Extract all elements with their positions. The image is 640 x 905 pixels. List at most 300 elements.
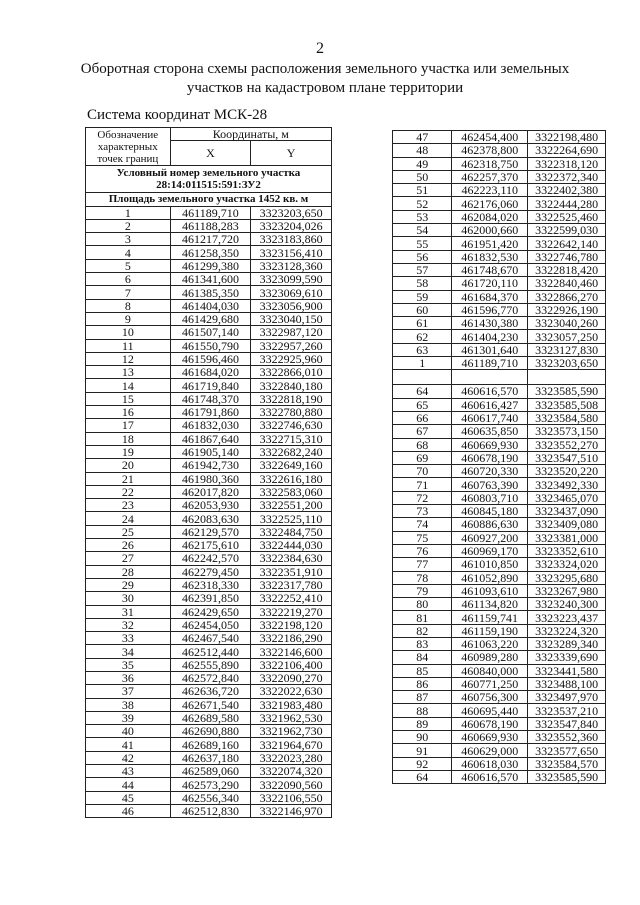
- coord-x: 462084,020: [452, 210, 528, 223]
- title-line-2: участков на кадастровом плане территории: [186, 80, 464, 96]
- table-row: [393, 518, 606, 531]
- coord-y: 3323577,650: [528, 744, 606, 757]
- point-number: 47: [393, 131, 452, 144]
- coord-x: 461404,230: [452, 330, 528, 343]
- coordinates-table-right: [392, 130, 606, 784]
- table-row: [393, 263, 606, 276]
- table-row: [393, 691, 606, 704]
- table-row: [86, 605, 332, 618]
- table-row: [86, 791, 332, 804]
- coord-x: 460756,300: [452, 691, 528, 704]
- point-number: 49: [393, 157, 452, 170]
- point-number: 64: [393, 385, 452, 398]
- coord-x: 462318,330: [170, 578, 251, 591]
- point-number: 92: [393, 757, 452, 770]
- point-number: 43: [86, 765, 171, 778]
- point-number: 75: [393, 531, 452, 544]
- point-number: 1: [393, 357, 452, 370]
- coord-x: 460969,170: [452, 544, 528, 557]
- coord-x: 462429,650: [170, 605, 251, 618]
- table-row: [86, 778, 332, 791]
- point-number: 36: [86, 671, 171, 684]
- coord-x: 462223,110: [452, 184, 528, 197]
- title-line-1: Оборотная сторона схемы расположения земельного участка или земельных: [80, 61, 570, 77]
- point-number: 8: [86, 299, 171, 312]
- point-number: 42: [86, 751, 171, 764]
- right-table-body-second: [393, 385, 606, 784]
- coord-x: 460616,570: [452, 385, 528, 398]
- coord-y: 3323224,320: [528, 624, 606, 637]
- coord-y: 3323573,150: [528, 425, 606, 438]
- coord-y: 3323552,270: [528, 438, 606, 451]
- coord-y: 3322525,110: [251, 512, 332, 525]
- coord-x: 460678,190: [452, 717, 528, 730]
- coord-x: 462279,450: [170, 565, 251, 578]
- coord-y: 3321964,670: [251, 738, 332, 751]
- table-row: [86, 366, 332, 379]
- coord-y: 3323409,080: [528, 518, 606, 531]
- table-row: [393, 425, 606, 438]
- point-number: 11: [86, 339, 171, 352]
- coord-y: 3322252,410: [251, 592, 332, 605]
- table-row: [393, 224, 606, 237]
- coord-y: 3323585,590: [528, 770, 606, 783]
- table-row: [86, 379, 332, 392]
- point-number: 41: [86, 738, 171, 751]
- right-table-body-first: [393, 131, 606, 370]
- point-number: 52: [393, 197, 452, 210]
- coord-y: 3322818,190: [251, 392, 332, 405]
- coord-x: 461404,030: [170, 299, 251, 312]
- coord-y: 3322074,320: [251, 765, 332, 778]
- coord-y: 3323492,330: [528, 478, 606, 491]
- area-cell: Площадь земельного участка 1452 кв. м: [86, 193, 332, 206]
- coord-y: 3322866,270: [528, 290, 606, 303]
- point-number: 46: [86, 804, 171, 817]
- coord-x: 460927,200: [452, 531, 528, 544]
- point-number: 25: [86, 525, 171, 538]
- coord-y: 3322219,270: [251, 605, 332, 618]
- coord-x: 462689,580: [170, 711, 251, 724]
- point-number: 60: [393, 303, 452, 316]
- point-number: 54: [393, 224, 452, 237]
- table-row: [86, 765, 332, 778]
- point-number: 59: [393, 290, 452, 303]
- coord-x: 462555,890: [170, 658, 251, 671]
- coord-x: 460669,930: [452, 438, 528, 451]
- point-number: 45: [86, 791, 171, 804]
- point-number: 10: [86, 326, 171, 339]
- point-number: 82: [393, 624, 452, 637]
- table-row: [86, 512, 332, 525]
- coord-x: 462391,850: [170, 592, 251, 605]
- table-row: [393, 677, 606, 690]
- point-number: 7: [86, 286, 171, 299]
- point-number: 68: [393, 438, 452, 451]
- coord-y: 3323352,610: [528, 544, 606, 557]
- coord-y: 3322444,280: [528, 197, 606, 210]
- gap-cell: [393, 370, 452, 385]
- point-number: 61: [393, 317, 452, 330]
- coord-y: 3322106,400: [251, 658, 332, 671]
- coord-y: 3323099,590: [251, 273, 332, 286]
- coord-y: 3322198,480: [528, 131, 606, 144]
- coord-x: 462636,720: [170, 685, 251, 698]
- table-row: [86, 312, 332, 325]
- coord-x: 460886,630: [452, 518, 528, 531]
- point-number: 72: [393, 491, 452, 504]
- coord-y: 3322599,030: [528, 224, 606, 237]
- coord-y: 3323585,508: [528, 398, 606, 411]
- point-number: 71: [393, 478, 452, 491]
- gap-row: [393, 370, 606, 385]
- coord-y: 3323156,410: [251, 246, 332, 259]
- coord-y: 3323547,840: [528, 717, 606, 730]
- point-number: 55: [393, 237, 452, 250]
- coord-y: 3323056,900: [251, 299, 332, 312]
- coord-y: 3322925,960: [251, 352, 332, 365]
- table-row: [86, 592, 332, 605]
- point-number: 81: [393, 611, 452, 624]
- point-number: 73: [393, 505, 452, 518]
- coord-x: 462572,840: [170, 671, 251, 684]
- coord-x: 461063,220: [452, 637, 528, 650]
- coord-x: 461299,380: [170, 259, 251, 272]
- table-row: [86, 751, 332, 764]
- table-row: [86, 392, 332, 405]
- coord-x: 460771,250: [452, 677, 528, 690]
- table-row: [393, 357, 606, 370]
- coord-x: 462512,830: [170, 804, 251, 817]
- coord-y: 3322372,340: [528, 170, 606, 183]
- table-row: [86, 618, 332, 631]
- table-row: [86, 711, 332, 724]
- table-row: [393, 411, 606, 424]
- point-number: 13: [86, 366, 171, 379]
- table-row: [86, 645, 332, 658]
- table-row: [86, 233, 332, 246]
- coord-y: 3322146,600: [251, 645, 332, 658]
- conditional-number-label: Условный номер земельного участка: [116, 167, 301, 180]
- table-row: [86, 299, 332, 312]
- point-number: 34: [86, 645, 171, 658]
- coord-x: 461507,140: [170, 326, 251, 339]
- coord-x: 460629,000: [452, 744, 528, 757]
- table-row: [86, 219, 332, 232]
- coord-y: 3322746,630: [251, 419, 332, 432]
- coord-y: 3323584,580: [528, 411, 606, 424]
- coord-x: 461341,600: [170, 273, 251, 286]
- point-number: 38: [86, 698, 171, 711]
- coord-x: 461980,360: [170, 472, 251, 485]
- coord-y: 3322146,970: [251, 804, 332, 817]
- coord-x: 461596,770: [452, 303, 528, 316]
- point-number: 15: [86, 392, 171, 405]
- table-row: [86, 658, 332, 671]
- table-row: [86, 552, 332, 565]
- right-table-gap: [393, 370, 606, 385]
- table-row: [393, 451, 606, 464]
- coord-x: 462129,570: [170, 525, 251, 538]
- table-row: [393, 157, 606, 170]
- coord-y: 3322818,420: [528, 263, 606, 276]
- coord-x: 462378,800: [452, 144, 528, 157]
- conditional-number-cell: [86, 166, 332, 193]
- coord-y: 3322106,550: [251, 791, 332, 804]
- point-number: 14: [86, 379, 171, 392]
- table-row: [86, 671, 332, 684]
- table-row: [393, 277, 606, 290]
- coord-y: 3323585,590: [528, 385, 606, 398]
- coord-x: 460616,570: [452, 770, 528, 783]
- coord-x: 461189,710: [170, 206, 251, 219]
- coord-x: 461052,890: [452, 571, 528, 584]
- point-number: 58: [393, 277, 452, 290]
- point-number: 70: [393, 465, 452, 478]
- coord-x: 461159,190: [452, 624, 528, 637]
- point-number: 79: [393, 584, 452, 597]
- coord-x: 462512,440: [170, 645, 251, 658]
- coord-x: 461189,710: [452, 357, 528, 370]
- table-row: [393, 544, 606, 557]
- coord-x: 460840,000: [452, 664, 528, 677]
- coord-y: 3322642,140: [528, 237, 606, 250]
- coord-x: 460695,440: [452, 704, 528, 717]
- table-row: [86, 738, 332, 751]
- point-number: 86: [393, 677, 452, 690]
- coord-x: 461550,790: [170, 339, 251, 352]
- coord-x: 462176,060: [452, 197, 528, 210]
- point-number: 37: [86, 685, 171, 698]
- table-row: [393, 558, 606, 571]
- coord-x: 461188,283: [170, 219, 251, 232]
- coordinates-table-left: [85, 127, 332, 818]
- header-y: Y: [251, 141, 332, 166]
- coord-x: 461258,350: [170, 246, 251, 259]
- coord-y: 3323240,300: [528, 598, 606, 611]
- coord-y: 3322551,200: [251, 499, 332, 512]
- table-row: [393, 478, 606, 491]
- coord-y: 3322384,630: [251, 552, 332, 565]
- coordinate-system-label: Система координат МСК-28: [87, 107, 268, 123]
- coord-x: 461385,350: [170, 286, 251, 299]
- point-number: 32: [86, 618, 171, 631]
- point-number: 31: [86, 605, 171, 618]
- coord-y: 3323552,360: [528, 731, 606, 744]
- coord-y: 3323465,070: [528, 491, 606, 504]
- point-number: 90: [393, 731, 452, 744]
- header-designation: Обозначение характерных точек границ: [86, 128, 171, 166]
- point-number: 19: [86, 445, 171, 458]
- table-row: [393, 744, 606, 757]
- table-row: [393, 465, 606, 478]
- point-number: 16: [86, 406, 171, 419]
- coord-y: 3322583,060: [251, 485, 332, 498]
- point-number: 62: [393, 330, 452, 343]
- table-row: [393, 303, 606, 316]
- point-number: 89: [393, 717, 452, 730]
- coord-y: 3323488,100: [528, 677, 606, 690]
- point-number: 35: [86, 658, 171, 671]
- point-number: 56: [393, 250, 452, 263]
- point-number: 17: [86, 419, 171, 432]
- table-row: [393, 731, 606, 744]
- header-x: X: [170, 141, 251, 166]
- point-number: 24: [86, 512, 171, 525]
- table-row: [393, 144, 606, 157]
- point-number: 63: [393, 343, 452, 356]
- table-row: [86, 698, 332, 711]
- coord-x: 460616,427: [452, 398, 528, 411]
- gap-cell: [528, 370, 606, 385]
- table-row: [86, 459, 332, 472]
- coord-x: 461748,670: [452, 263, 528, 276]
- coord-x: 462053,930: [170, 499, 251, 512]
- coord-y: 3323040,260: [528, 317, 606, 330]
- coord-x: 461596,460: [170, 352, 251, 365]
- point-number: 1: [86, 206, 171, 219]
- table-row: [393, 184, 606, 197]
- coord-y: 3323547,510: [528, 451, 606, 464]
- table-row: [86, 499, 332, 512]
- coord-x: 462017,820: [170, 485, 251, 498]
- table-row: [86, 286, 332, 299]
- point-number: 53: [393, 210, 452, 223]
- point-number: 29: [86, 578, 171, 591]
- point-number: 74: [393, 518, 452, 531]
- coord-x: 461720,110: [452, 277, 528, 290]
- point-number: 83: [393, 637, 452, 650]
- point-number: 30: [86, 592, 171, 605]
- coord-x: 462083,630: [170, 512, 251, 525]
- coord-x: 462589,060: [170, 765, 251, 778]
- coord-y: 3323295,680: [528, 571, 606, 584]
- coord-y: 3322090,270: [251, 671, 332, 684]
- coord-x: 461942,730: [170, 459, 251, 472]
- table-row: [86, 685, 332, 698]
- coord-x: 462454,050: [170, 618, 251, 631]
- point-number: 23: [86, 499, 171, 512]
- table-row: [393, 317, 606, 330]
- coord-x: 462000,660: [452, 224, 528, 237]
- coord-y: 3323267,980: [528, 584, 606, 597]
- coord-y: 3323497,970: [528, 691, 606, 704]
- table-row: [393, 197, 606, 210]
- coord-y: 3322866,010: [251, 366, 332, 379]
- table-row: [393, 584, 606, 597]
- table-row: [393, 664, 606, 677]
- table-row: [86, 725, 332, 738]
- coord-y: 3321983,480: [251, 698, 332, 711]
- point-number: 87: [393, 691, 452, 704]
- coord-y: 3322926,190: [528, 303, 606, 316]
- table-row: [86, 539, 332, 552]
- table-row: [86, 472, 332, 485]
- point-number: 3: [86, 233, 171, 246]
- coord-y: 3323324,020: [528, 558, 606, 571]
- coord-y: 3323339,690: [528, 651, 606, 664]
- coord-y: 3322444,030: [251, 539, 332, 552]
- coord-y: 3322264,690: [528, 144, 606, 157]
- table-row: [86, 445, 332, 458]
- table-row: [86, 259, 332, 272]
- table-row: [393, 343, 606, 356]
- coord-y: 3322351,910: [251, 565, 332, 578]
- table-row: [86, 565, 332, 578]
- table-row: [86, 339, 332, 352]
- point-number: 76: [393, 544, 452, 557]
- point-number: 12: [86, 352, 171, 365]
- coord-x: 461748,370: [170, 392, 251, 405]
- point-number: 69: [393, 451, 452, 464]
- table-row: [393, 704, 606, 717]
- table-row: [393, 611, 606, 624]
- coord-y: 3322715,310: [251, 432, 332, 445]
- coord-y: 3323441,580: [528, 664, 606, 677]
- coord-y: 3323204,026: [251, 219, 332, 232]
- point-number: 77: [393, 558, 452, 571]
- coord-y: 3322682,240: [251, 445, 332, 458]
- coord-x: 461134,820: [452, 598, 528, 611]
- coord-y: 3323057,250: [528, 330, 606, 343]
- gap-cell: [452, 370, 528, 385]
- coord-y: 3323203,650: [251, 206, 332, 219]
- table-row: [393, 210, 606, 223]
- table-row: [393, 717, 606, 730]
- coord-x: 462637,180: [170, 751, 251, 764]
- coord-y: 3321962,730: [251, 725, 332, 738]
- table-row: [393, 385, 606, 398]
- point-number: 78: [393, 571, 452, 584]
- coord-y: 3322987,120: [251, 326, 332, 339]
- coord-x: 460617,740: [452, 411, 528, 424]
- coord-y: 3323128,360: [251, 259, 332, 272]
- coord-y: 3322186,290: [251, 632, 332, 645]
- coord-y: 3322616,180: [251, 472, 332, 485]
- point-number: 44: [86, 778, 171, 791]
- coord-y: 3322402,380: [528, 184, 606, 197]
- coord-x: 460635,850: [452, 425, 528, 438]
- coord-x: 462175,610: [170, 539, 251, 552]
- point-number: 4: [86, 246, 171, 259]
- table-row: [393, 624, 606, 637]
- table-row: [393, 757, 606, 770]
- coord-y: 3323381,000: [528, 531, 606, 544]
- coord-y: 3322023,280: [251, 751, 332, 764]
- coord-x: 462689,160: [170, 738, 251, 751]
- coord-y: 3321962,530: [251, 711, 332, 724]
- table-row: [393, 250, 606, 263]
- coord-x: 461429,680: [170, 312, 251, 325]
- coord-x: 461905,140: [170, 445, 251, 458]
- coord-x: 461159,741: [452, 611, 528, 624]
- coord-y: 3323127,830: [528, 343, 606, 356]
- point-number: 88: [393, 704, 452, 717]
- table-row: [393, 438, 606, 451]
- coord-y: 3322780,880: [251, 406, 332, 419]
- coord-y: 3323537,210: [528, 704, 606, 717]
- point-number: 40: [86, 725, 171, 738]
- coord-x: 462467,540: [170, 632, 251, 645]
- coord-y: 3322022,630: [251, 685, 332, 698]
- coord-x: 461719,840: [170, 379, 251, 392]
- header-coordinates: Координаты, м: [170, 128, 331, 141]
- coord-y: 3323520,220: [528, 465, 606, 478]
- table-row: [86, 419, 332, 432]
- point-number: 67: [393, 425, 452, 438]
- coord-y: 3322840,460: [528, 277, 606, 290]
- point-number: 85: [393, 664, 452, 677]
